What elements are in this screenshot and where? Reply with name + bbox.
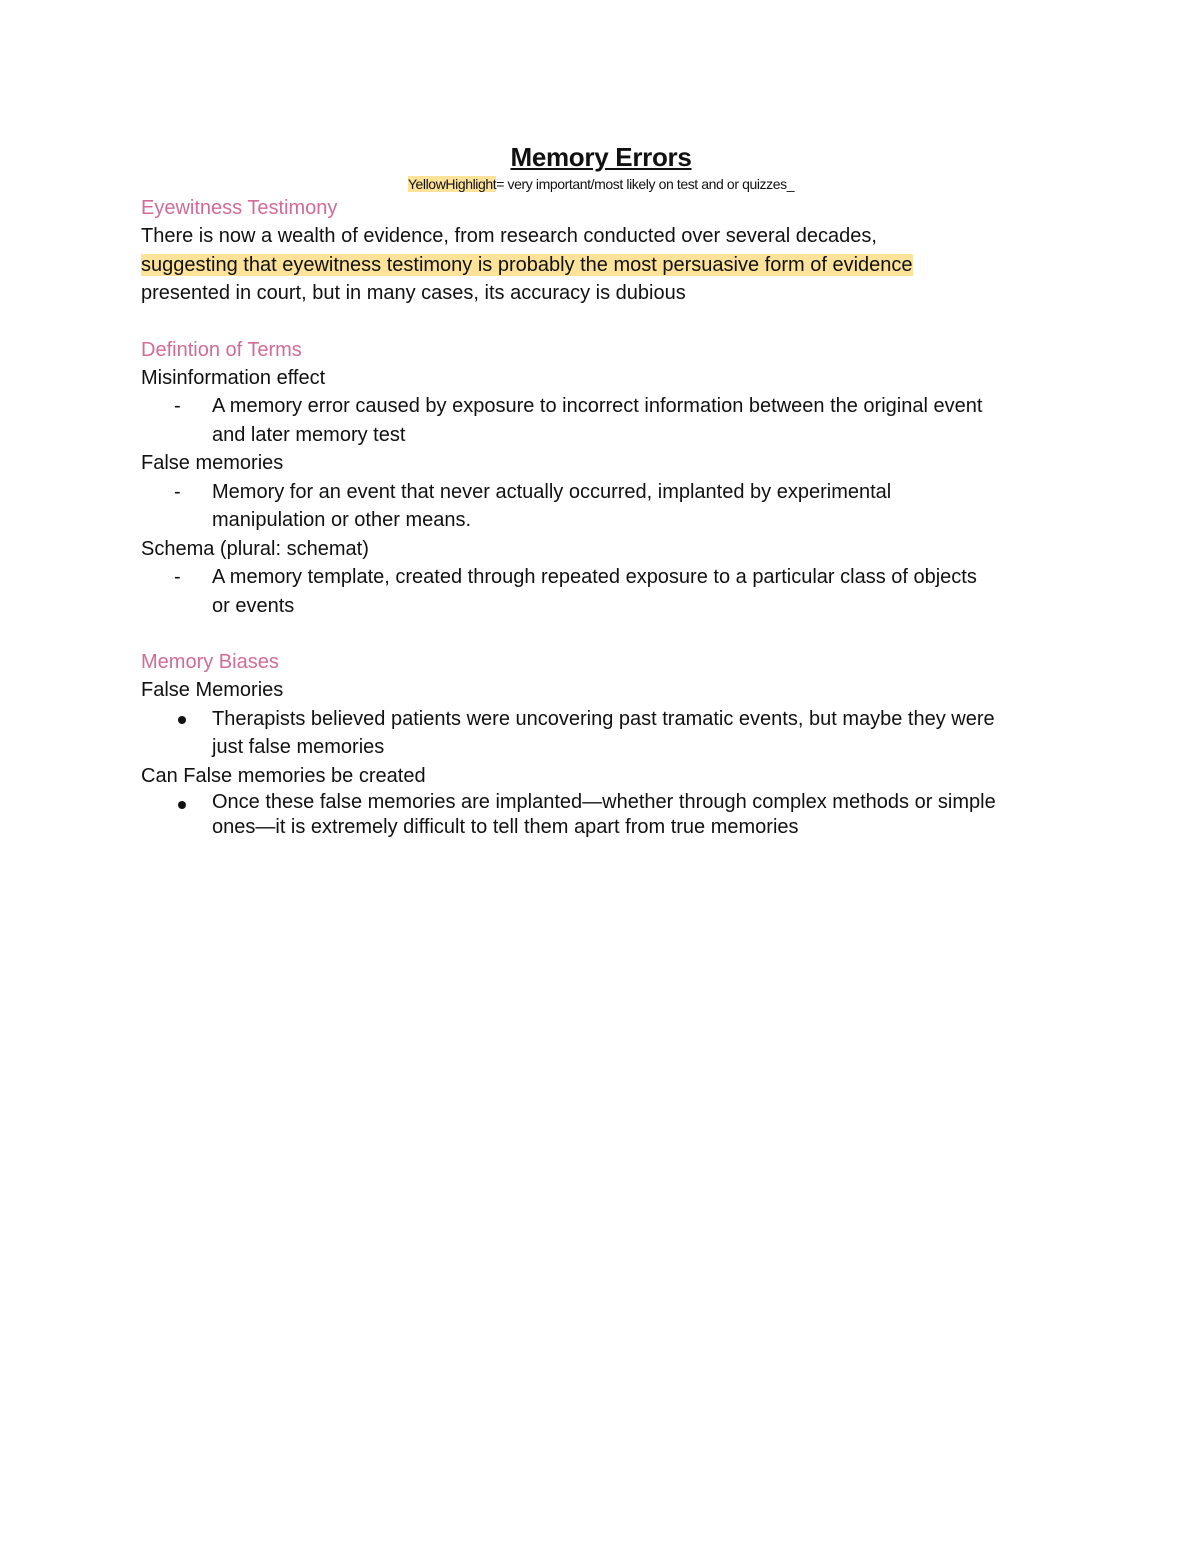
definition-item [141, 563, 1061, 620]
bullet-item [141, 705, 1061, 762]
bullet-line: just false memories [212, 736, 385, 758]
dash-marker: - [174, 566, 181, 588]
bullet-item [141, 790, 1061, 840]
definition-line: manipulation or other means. [212, 509, 472, 531]
eyewitness-highlight: suggesting that eyewitness testimony is probably the most persuasive form of evidence [141, 253, 913, 276]
definition-item [141, 392, 1061, 449]
dash-marker: - [174, 480, 181, 503]
heading-memory-biases: Memory Biases [141, 651, 279, 673]
heading-definitions: Defintion of Terms [141, 338, 302, 361]
definition-line: A memory error caused by exposure to incorrect information between the original event [212, 395, 983, 417]
section-gap [141, 620, 1061, 648]
term-misinformation-effect: Misinformation effect [141, 366, 326, 389]
definition-line: Memory for an event that never actually occurred, implanted by experimental [212, 480, 892, 503]
definition-line: and later memory test [212, 423, 406, 446]
legend-highlight-label: YellowHighlight [407, 176, 497, 192]
eyewitness-line-1: There is now a wealth of evidence, from research conducted over several decades, [141, 225, 877, 247]
dash-marker: - [174, 395, 181, 417]
term-schema: Schema (plural: schemat) [141, 537, 369, 560]
legend-text: = very important/most likely on test and or quizzes_ [496, 176, 795, 192]
document-page [141, 140, 1061, 840]
bullet-dot-icon [178, 801, 186, 809]
eyewitness-line-2 [141, 251, 1061, 280]
heading-eyewitness: Eyewitness Testimony [141, 197, 338, 219]
highlight-legend [141, 174, 1061, 194]
eyewitness-line-3: presented in court, but in many cases, its accuracy is dubious [141, 282, 686, 304]
bullet-line: Therapists believed patients were uncovering past tramatic events, but maybe they were [212, 707, 995, 730]
definition-line: or events [212, 594, 295, 617]
bullet-dot-icon [178, 716, 186, 724]
bullet-line: Once these false memories are implanted—whether through complex methods or simple [212, 791, 996, 813]
term-false-memories-bias: False Memories [141, 679, 284, 701]
term-false-memories: False memories [141, 452, 284, 474]
definition-line: A memory template, created through repeated exposure to a particular class of objects [212, 566, 977, 588]
page-title: Memory Errors [510, 142, 692, 172]
bullet-line: ones—it is extremely difficult to tell them apart from true memories [212, 816, 799, 838]
term-can-false-memories: Can False memories be created [141, 764, 426, 787]
section-gap [141, 308, 1061, 336]
definition-item [141, 478, 1061, 535]
